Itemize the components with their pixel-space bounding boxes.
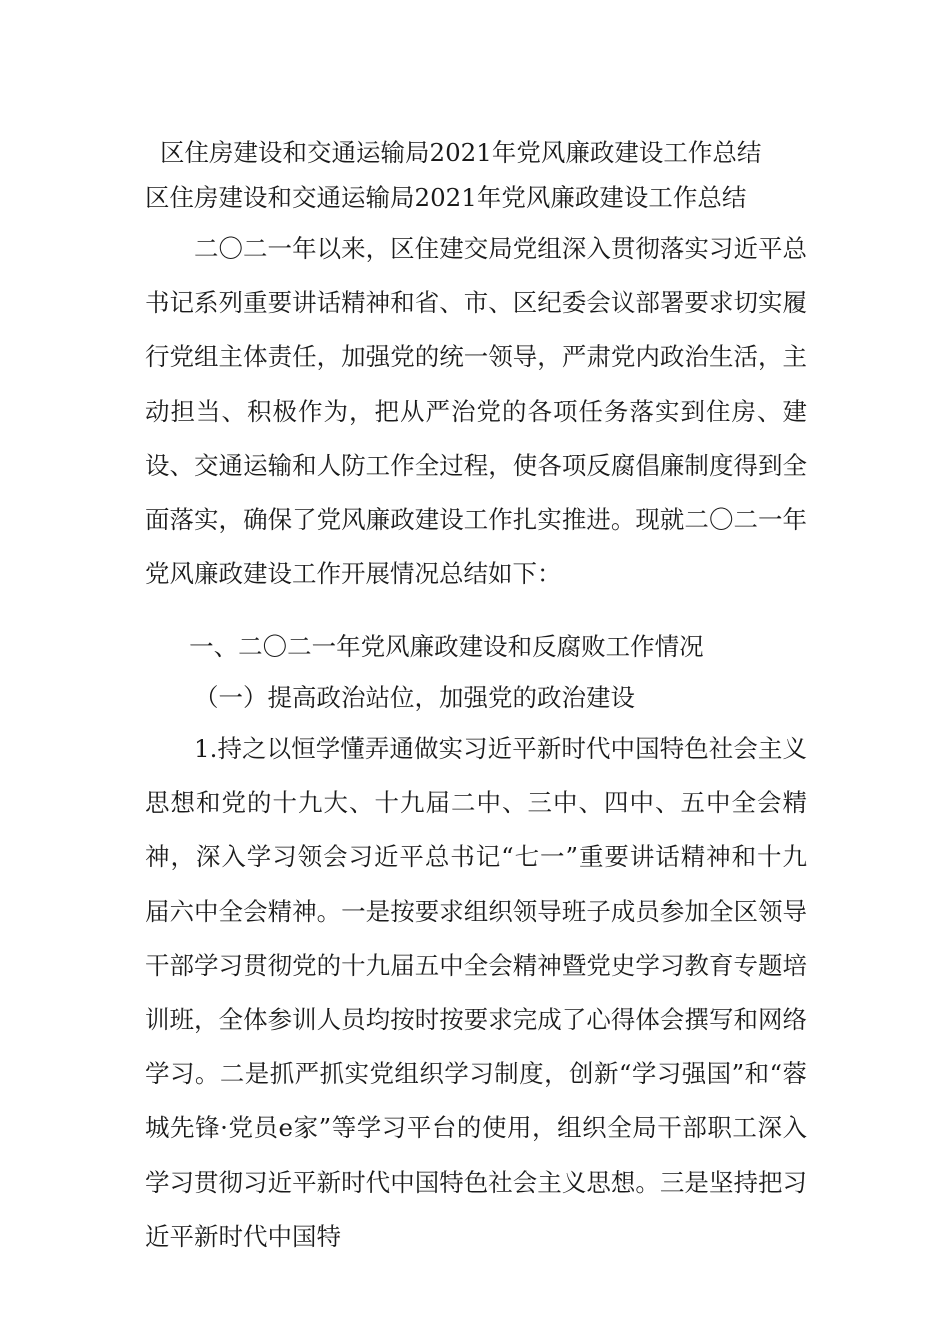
subsection-heading-block	[145, 670, 807, 726]
intro-section	[145, 222, 807, 601]
section-heading-block	[145, 624, 807, 670]
intro-paragraph: 二〇二一年以来，区住建交局党组深入贯彻落实习近平总书记系列重要讲话精神和省、市、区纪委会议部署要求切实履行党组主体责任，加强党的统一领导，严肃党内政治生活，主动担当、积极作为，把从严治党的各项任务落实到住房、建设、交通运输和人防工作全过程，使各项反腐倡廉制度得到全面落实，确保了党风廉政建设工作扎实推进。现就二〇二一年党风廉政建设工作开展情况总结如下：	[145, 234, 807, 589]
subsection-heading: （一）提高政治站位，加强党的政治建设	[194, 683, 635, 712]
document-title: 区住房建设和交通运输局2021年党风廉政建设工作总结	[160, 138, 762, 167]
item-paragraph: 1.持之以恒学懂弄通做实习近平新时代中国特色社会主义思想和党的十九大、十九届二中、三中、四中、五中全会精神，深入学习领会习近平总书记“七一”重要讲话精神和十九届六中全会精神。一是按要求组织领导班子成员参加全区领导干部学习贯彻党的十九届五中全会精神暨党史学习教育专题培训班，全体参训人员均按时按要求完成了心得体会撰写和网络学习。二是抓严抓实党组织学习制度，创新“学习强国”和“蓉城先锋·党员e家”等学习平台的使用，组织全局干部职工深入学习贯彻习近平新时代中国特色社会主义思想。三是坚持把习近平新时代中国特	[145, 734, 807, 1251]
section-heading: 一、二〇二一年党风廉政建设和反腐败工作情况	[189, 632, 704, 661]
document-title-repeat: 区住房建设和交通运输局2021年党风廉政建设工作总结	[145, 183, 747, 212]
item-section	[145, 722, 807, 1264]
